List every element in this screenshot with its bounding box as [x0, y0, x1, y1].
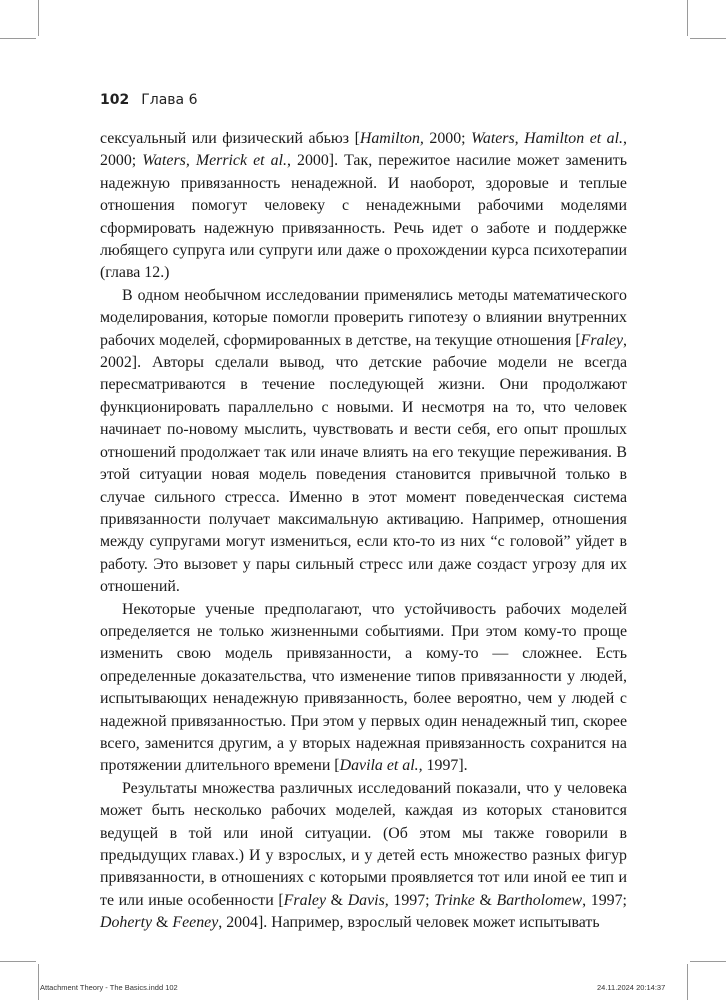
- text-run: сексуальный или физический абьюз [: [100, 130, 360, 147]
- crop-mark-top-right: [687, 0, 688, 36]
- citation-author: Bartholomew: [496, 891, 583, 909]
- crop-mark-right-top: [690, 38, 726, 39]
- body-text: [100, 128, 627, 935]
- chapter-title: Глава 6: [141, 92, 198, 108]
- crop-mark-top-left: [38, 0, 39, 36]
- citation-author: Davis,: [347, 891, 389, 909]
- crop-mark-bottom-left: [38, 964, 39, 1000]
- text-run: 1997;: [388, 891, 435, 909]
- citation-author: Fraley: [580, 331, 624, 349]
- text-run: В одном необычном исследовании применялись методы математического моделирования, которые помогли проверить гипотезу о влиянии внутренних рабочих моделей, сформированных в детстве, на текущие отношения [: [100, 286, 627, 349]
- citation-author: Waters, Hamilton et al.: [471, 130, 624, 147]
- crop-mark-left-bottom: [0, 961, 36, 962]
- crop-mark-bottom-right: [687, 964, 688, 1000]
- citation-author: Davila et al.,: [339, 757, 423, 775]
- running-head: [100, 92, 198, 108]
- paragraph: [100, 285, 627, 599]
- text-run: &: [474, 891, 497, 909]
- print-slug-timestamp: 24.11.2024 20:14:37: [597, 983, 666, 992]
- text-run: Результаты множества различных исследований показали, что у человека может быть несколько рабочих моделей, каждая из которых становится ведущей в той или иной ситуации. (Об этом мы также говорили в предыдущих главах.) И у взрослых, и у детей есть множество разных фигур привязанности, в отношениях с которыми проявляется тот или иной ее тип и те или иные особенности [: [100, 779, 627, 909]
- text-run: , 2004]. Например, взрослый человек может испытывать: [218, 914, 600, 932]
- text-run: , 2000]. Так, пережитое насилие может заменить надежную привязанность ненадежной. И наоборот, здоровые и теплые отношения помогут человеку с ненадежными рабочими моделями сформировать надежную привязанность. Речь идет о заботе и поддержке любящего супруга или супруги или даже о прохождении курса психотерапии (глава 12.): [100, 152, 627, 282]
- text-run: , 2002]. Авторы сделали вывод, что детские рабочие модели не всегда пересматриваются в течение последующей жизни. Они продолжают функционировать параллельно с новыми. И несмотря на то, что человек начинает по-новому мыслить, чувствовать и вести себя, его опыт прошлых отношений продолжает так или иначе влиять на его текущие переживания. В этой ситуации новая модель поведения становится привычной только в случае сильного стресса. Именно в этот момент поведенческая система привязанности получает максимальную активацию. Например, отношения между супругами могут измениться, если кто-то из них “с головой” уйдет в работу. Это вызовет у пары сильный стресс или даже создаст угрозу для их отношений.: [100, 331, 627, 596]
- citation-author: Fraley: [283, 891, 327, 909]
- crop-mark-left-top: [0, 38, 36, 39]
- text-run: , 1997;: [582, 891, 627, 909]
- paragraph: [100, 778, 627, 935]
- text-run: &: [326, 891, 348, 909]
- citation-author: Hamilton,: [359, 130, 424, 147]
- page-number: 102: [100, 92, 130, 108]
- citation-author: Waters, Merrick et al.: [142, 152, 287, 170]
- citation-author: Doherty: [100, 914, 153, 932]
- citation-author: Trinke: [434, 891, 475, 909]
- print-slug-file: Attachment Theory - The Basics.indd 102: [40, 983, 178, 992]
- citation-author: Feeney: [172, 914, 219, 932]
- paragraph: [100, 599, 627, 778]
- text-run: Некоторые ученые предполагают, что устойчивость рабочих моделей определяется не только жизненными событиями. При этом кому-то проще изменить свою модель привязанности, а кому-то — сложнее. Есть определенные доказательства, что изменение типов привязанности у людей, испытывающих ненадежную привязанность, более вероятно, чем у людей с надежной привязанностью. При этом у первых один ненадежный тип, скорее всего, заменится другим, а у вторых надежная привязанность сохранится на протяжении длительного времени [: [100, 600, 627, 775]
- paragraph: [100, 128, 627, 285]
- text-run: 2000;: [423, 130, 472, 147]
- text-run: 1997].: [422, 757, 468, 775]
- crop-mark-right-bottom: [690, 961, 726, 962]
- text-run: &: [152, 914, 173, 932]
- text-run: , 2000;: [100, 130, 627, 170]
